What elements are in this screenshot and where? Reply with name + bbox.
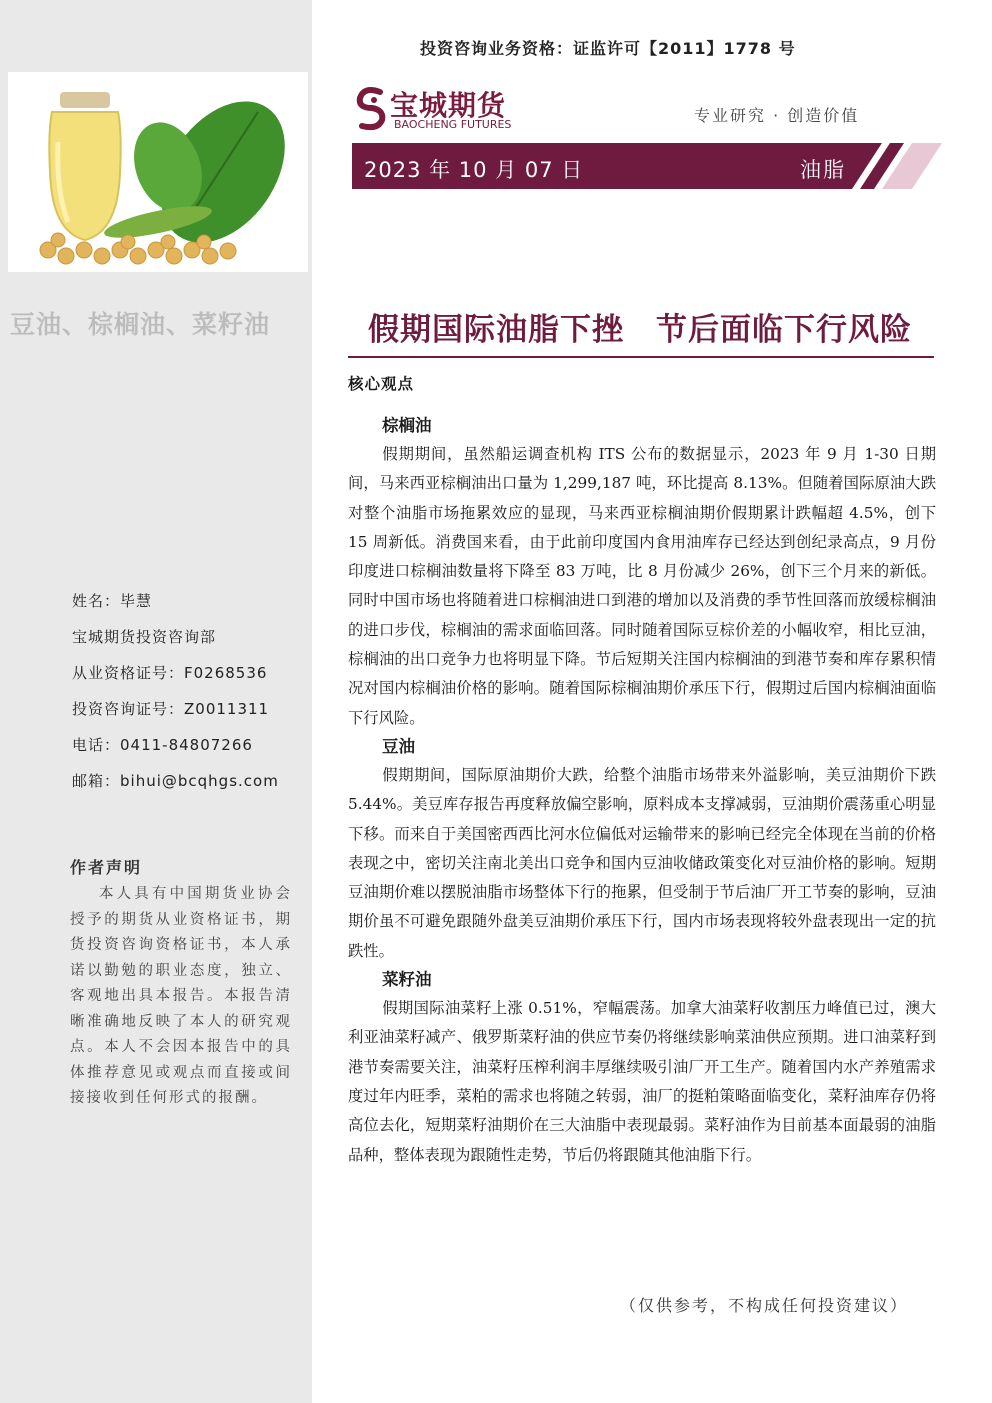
logo-text-cn: 宝城期货 <box>390 89 507 122</box>
analyst-consulting-no: 投资咨询证号：Z0011311 <box>72 700 270 718</box>
slogan: 专业研究 · 创造价值 <box>694 106 860 125</box>
analyst-qualification-no: 从业资格证号：F0268536 <box>72 664 268 682</box>
section-body-rapeseed-oil: 假期国际油菜籽上涨 0.51%，窄幅震荡。加拿大油菜籽收割压力峰值已过，澳大利亚油菜籽减产、俄罗斯菜籽油的供应节奏仍将继续影响菜油供应预期。进口油菜籽到港节奏需要关注，油菜籽压榨利润丰厚继续吸引油厂开工生产。随着国内水产养殖需求度过年内旺季，菜粕的需求也将随之转弱，油厂的挺粕策略面临变化，菜籽油库存仍将高位去化，短期菜籽油期价在三大油脂中表现最弱。菜籽油作为目前基本面最弱的油脂品种，整体表现为跟随性走势，节后仍将跟随其他油脂下行。 <box>348 999 936 1164</box>
analyst-phone: 电话：0411-84807266 <box>72 736 253 754</box>
declaration-body: 本人具有中国期货业协会授予的期货从业资格证书，期货投资咨询资格证书，本人承诺以勤勉的职业态度，独立、客观地出具本报告。本报告清晰准确地反映了本人的研究观点。本人不会因本报告中的具体推荐意见或观点而直接或间接接收到任何形式的报酬。 <box>70 886 292 1106</box>
section-body-soybean-oil: 假期期间，国际原油期价大跌，给整个油脂市场带来外溢影响，美豆油期价下跌 5.44%。美豆库存报告再度释放偏空影响，原料成本支撑减弱，豆油期价震荡重心明显下移。而来自于美国密西西比河水位偏低对运输带来的影响已经完全体现在当前的价格表现之中，密切关注南北美出口竞争和国内豆油收储政策变化对豆油价格的影响。短期豆油期价难以摆脱油脂市场整体下行的拖累，但受制于节后油厂开工节奏的影响，豆油期价虽不可避免跟随外盘美豆油期价承压下行，国内市场表现将较外盘表现出一定的抗跌性。 <box>348 765 936 960</box>
declaration-title: 作者声明 <box>70 858 143 877</box>
section-title-rapeseed-oil: 菜籽油 <box>382 970 432 990</box>
report-category: 油脂 <box>800 158 846 182</box>
company-logo <box>354 84 529 134</box>
logo-text-en: BAOCHENG FUTURES <box>394 118 512 131</box>
report-headline: 假期国际油脂下挫 节后面临下行风险 <box>368 312 912 348</box>
analyst-email: 邮箱：bihui@bcqhgs.com <box>72 772 279 790</box>
headline-divider <box>348 356 934 358</box>
core-view-label: 核心观点 <box>348 375 415 393</box>
report-date: 2023 年 10 月 07 日 <box>364 158 584 182</box>
section-title-soybean-oil: 豆油 <box>382 736 415 756</box>
section-title-palm-oil: 棕榈油 <box>382 416 432 435</box>
disclaimer-note: （仅供参考，不构成任何投资建议） <box>620 1296 909 1315</box>
article-body <box>348 412 936 1170</box>
cover-photo-soybean-oil <box>8 72 308 272</box>
report-subject: 豆油、棕榈油、菜籽油 <box>10 310 271 339</box>
analyst-name: 姓名：毕慧 <box>72 592 153 610</box>
section-body-palm-oil: 假期期间，虽然船运调查机构 ITS 公布的数据显示，2023 年 9 月 1-30 日期间，马来西亚棕榈油出口量为 1,299,187 吨，环比提高 8.13%。但随着国际原油大跌对整个油脂市场拖累效应的显现，马来西亚棕榈油期价假期累计跌幅超 4.5%，创下 15 周新低。消费国来看，由于此前印度国内食用油库存已经达到创纪录高点，9 月份印度进口棕榈油数量将下降至 83 万吨，比 8 月份减少 26%，创下三个月来的新低。同时中国市场也将随着进口棕榈油进口到港的增加以及消费的季节性回落而放缓棕榈油的进口步伐，棕榈油的需求面临回落。同时随着国际豆棕价差的小幅收窄，相比豆油，棕榈油的出口竞争力也将明显下降。节后短期关注国内棕榈油的到港节奏和库存累积情况对国内棕榈油价格的影响。随着国际棕榈油期价承压下行，假期过后国内棕榈油面临下行风险。 <box>348 445 936 727</box>
analyst-info <box>72 583 279 799</box>
analyst-department: 宝城期货投资咨询部 <box>72 628 217 646</box>
license-statement: 投资咨询业务资格：证监许可【2011】1778 号 <box>420 39 796 58</box>
logo-mark-icon <box>354 86 388 132</box>
